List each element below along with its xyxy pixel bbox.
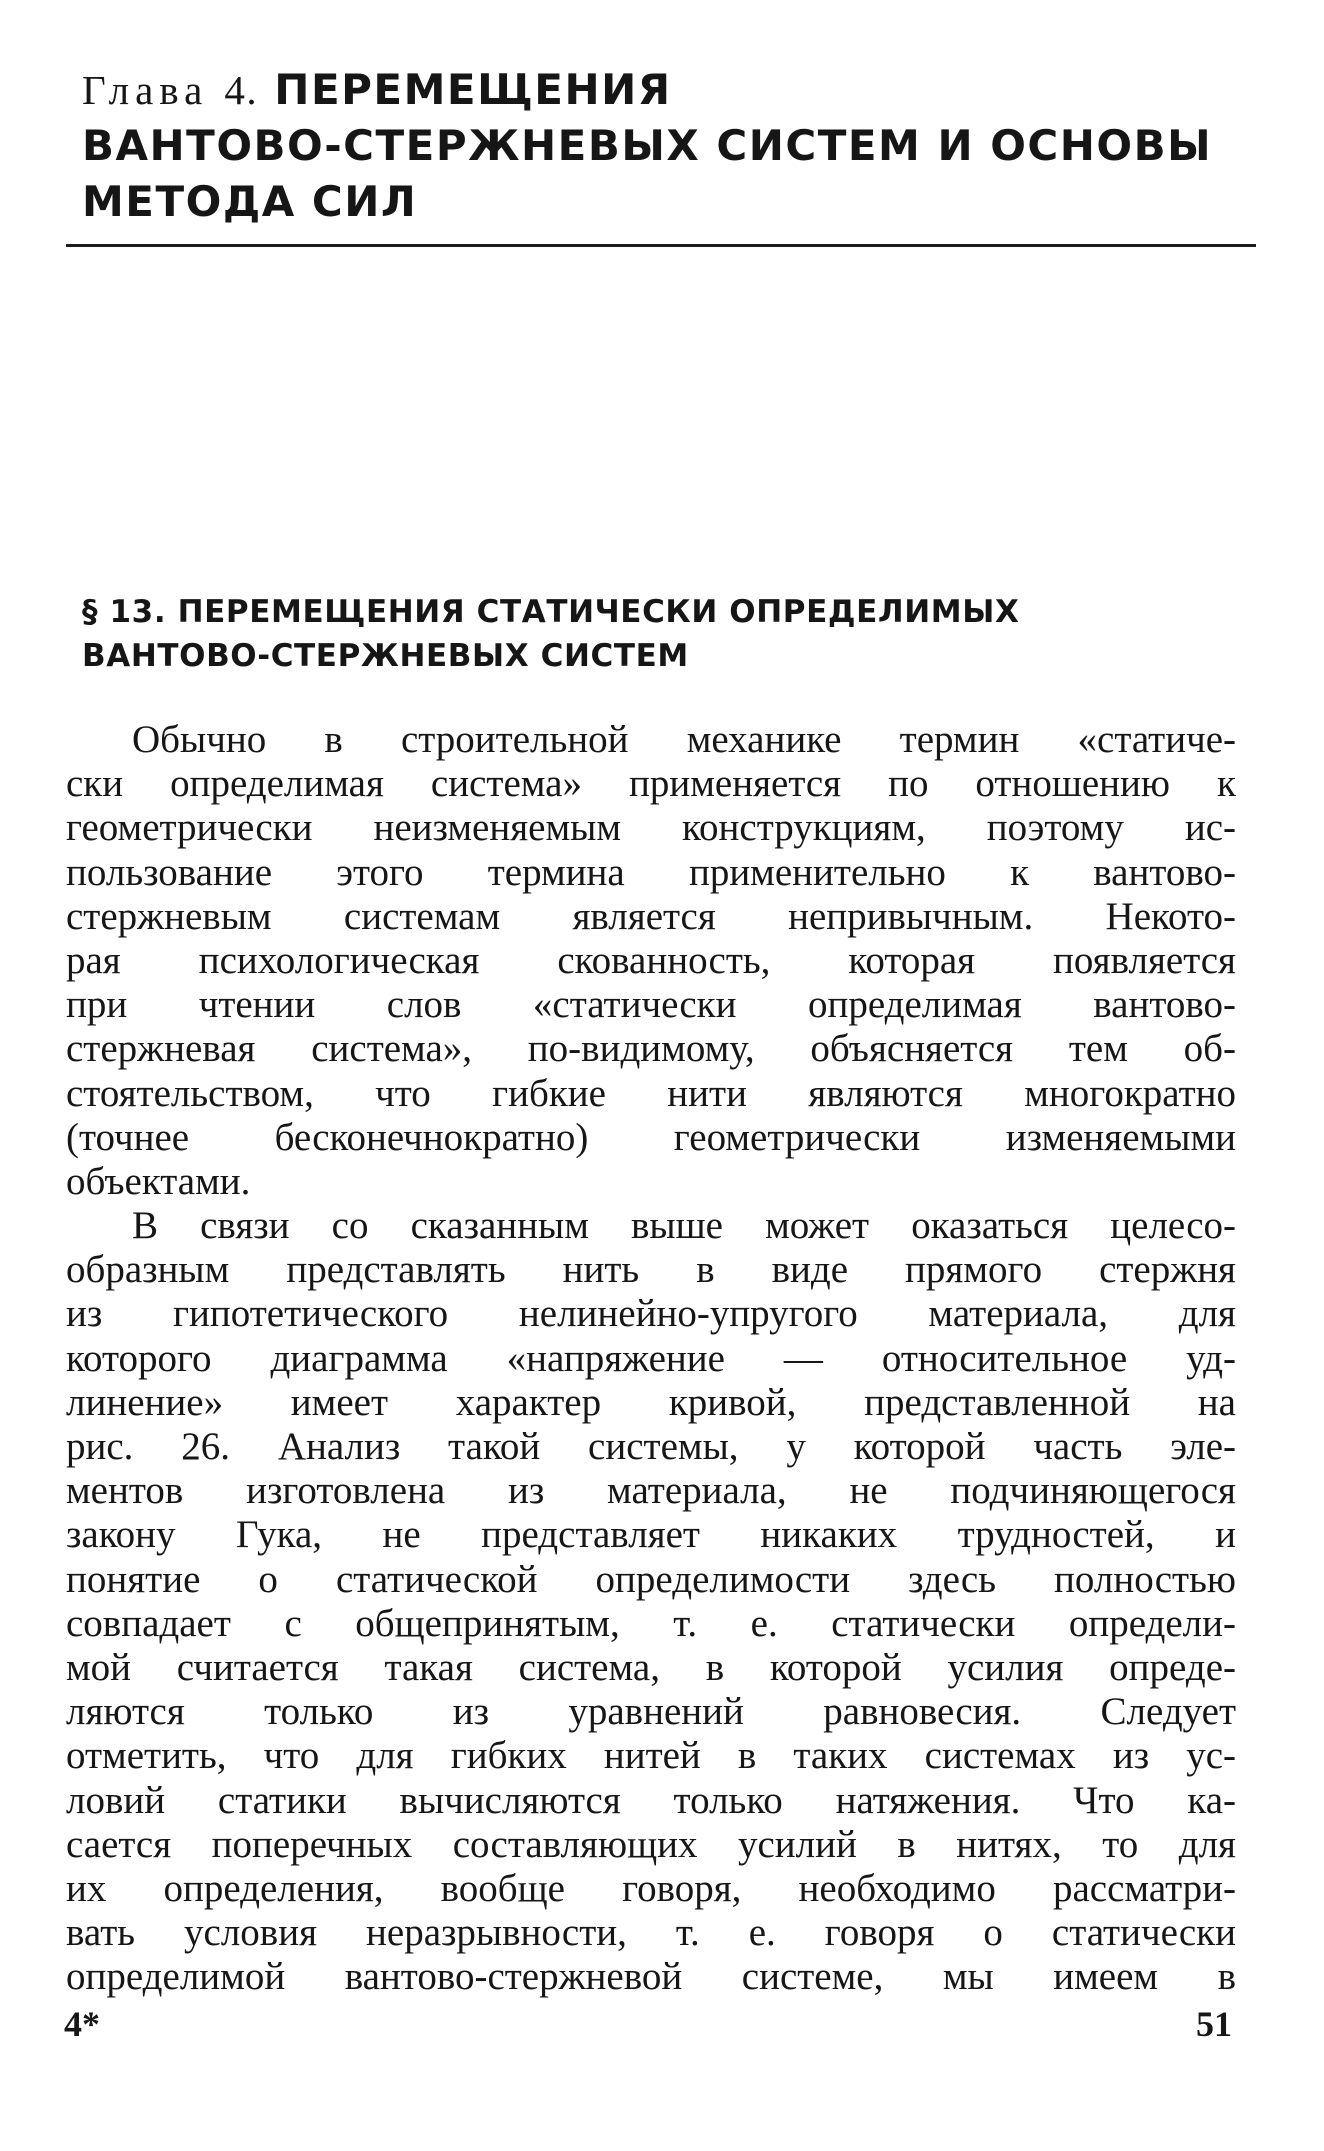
chapter-number: 4. <box>224 67 259 113</box>
section-title-line: ВАНТОВО-СТЕРЖНЕВЫХ СИСТЕМ <box>82 638 689 674</box>
text-line: стержневая система», по-видимому, объясняется тем об- <box>66 1027 1236 1071</box>
text-line: геометрически неизменяемым конструкциям, поэтому ис- <box>66 806 1236 850</box>
chapter-label: Глава <box>82 67 209 113</box>
section-heading <box>82 590 1252 678</box>
body-text <box>66 718 1236 1999</box>
text-line: стоятельством, что гибкие нити являются многократно <box>66 1071 1236 1115</box>
text-line: рис. 26. Анализ такой системы, у которой часть эле- <box>66 1425 1236 1468</box>
text-line: которого диаграмма «напряжение — относительное уд- <box>66 1336 1236 1380</box>
chapter-heading <box>82 62 1252 230</box>
text-line: закону Гука, не представляет никаких трудностей, и <box>66 1513 1236 1557</box>
chapter-title-part: ВАНТОВО-СТЕРЖНЕВЫХ СИСТЕМ И ОСНОВЫ <box>82 121 1213 170</box>
text-line: Обычно в строительной механике термин «статиче- <box>132 718 1236 761</box>
text-line: при чтении слов «статически определимая вантово- <box>66 983 1236 1027</box>
paragraph-2 <box>66 1204 1236 1999</box>
chapter-divider <box>66 244 1256 247</box>
text-line: сается поперечных составляющих усилий в нитях, то для <box>66 1822 1236 1866</box>
text-line: из гипотетического нелинейно-упругого материала, для <box>66 1292 1236 1336</box>
page-number: 51 <box>1196 2004 1232 2044</box>
text-line: мой считается такая система, в которой усилия опреде- <box>66 1645 1236 1689</box>
text-line: понятие о статической определимости здесь полностью <box>66 1557 1236 1601</box>
text-line: ляются только из уравнений равновесия. Следует <box>66 1690 1236 1734</box>
text-line: ски определимая система» применяется по отношению к <box>66 762 1236 806</box>
text-line: ментов изготовлена из материала, не подчиняющегося <box>66 1469 1236 1513</box>
text-line: (точнее бесконечнократно) геометрически изменяемыми <box>66 1115 1236 1159</box>
text-line: В связи со сказанным выше может оказаться целесо- <box>132 1204 1236 1248</box>
text-line: определимой вантово-стержневой системе, мы имеем в <box>66 1955 1236 1999</box>
text-line: совпадает с общепринятым, т. е. статически определи- <box>66 1601 1236 1645</box>
text-line: объектами. <box>66 1159 251 1203</box>
text-line: пользование этого термина применительно к вантово- <box>66 850 1236 894</box>
text-line: образным представлять нить в виде прямого стержня <box>66 1248 1236 1292</box>
chapter-heading-line-1 <box>82 62 1252 118</box>
paragraph-1 <box>66 718 1236 1204</box>
text-line: их определения, вообще говоря, необходимо рассматри- <box>66 1866 1236 1910</box>
chapter-title-part: ПЕРЕМЕЩЕНИЯ <box>274 65 672 114</box>
signature-mark: 4* <box>64 2004 100 2044</box>
section-title-line: § 13. ПЕРЕМЕЩЕНИЯ СТАТИЧЕСКИ ОПРЕДЕЛИМЫХ <box>82 594 1020 630</box>
text-line: стержневым системам является непривычным. Некото- <box>66 894 1236 938</box>
text-line: рая психологическая скованность, которая появляется <box>66 938 1236 982</box>
text-line: ловий статики вычисляются только натяжения. Что ка- <box>66 1778 1236 1822</box>
chapter-title-part: МЕТОДА СИЛ <box>82 177 418 226</box>
text-line: вать условия неразрывности, т. е. говоря о статически <box>66 1911 1236 1955</box>
text-line: отметить, что для гибких нитей в таких системах из ус- <box>66 1734 1236 1778</box>
text-line: линение» имеет характер кривой, представленной на <box>66 1380 1236 1424</box>
